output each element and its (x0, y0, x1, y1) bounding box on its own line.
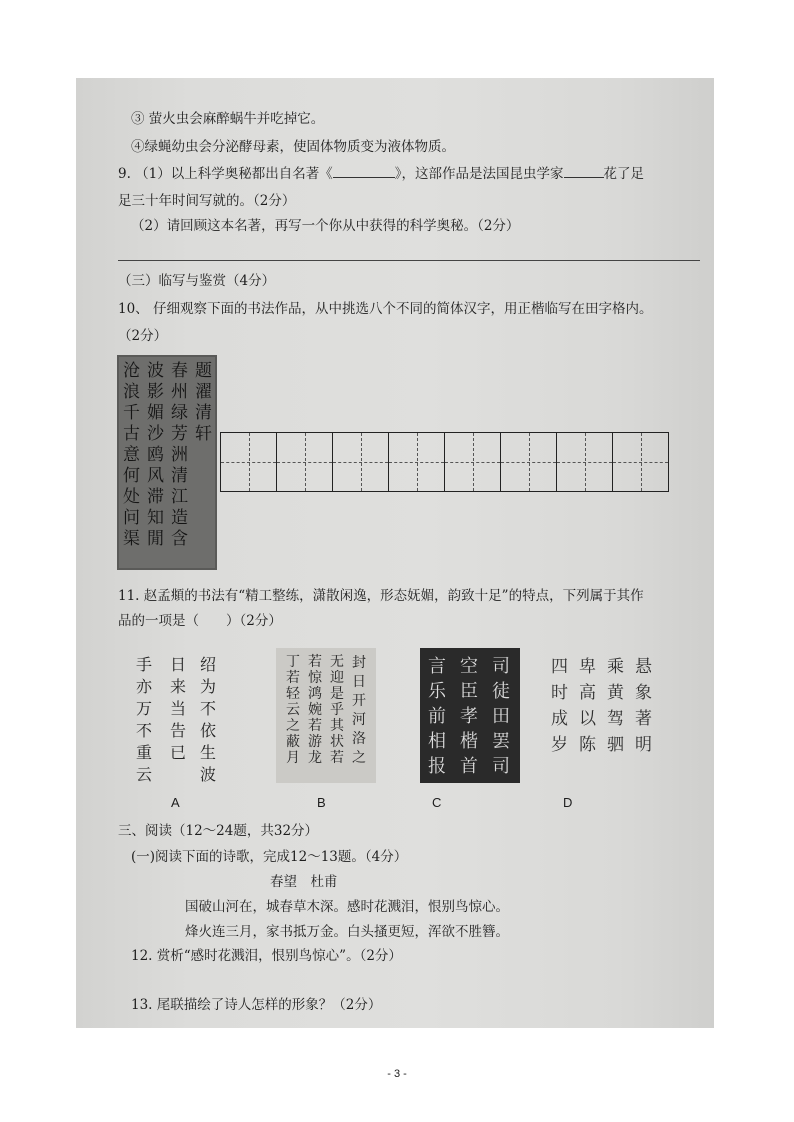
option-d-image[interactable] (545, 648, 665, 783)
q9-mid: 》，这部作品是法国昆虫学家 (394, 166, 564, 182)
option-a-image[interactable] (126, 648, 226, 783)
reading-1-instruction: (一)阅读下面的诗歌，完成12～13题。（4分） (131, 849, 408, 865)
author-blank[interactable] (564, 165, 604, 178)
option-c-col-1: 司徒田罢司 (492, 656, 510, 777)
grid-cell[interactable] (556, 432, 613, 492)
option-d-col-1: 悬象著明 (635, 657, 652, 755)
section-calligraphy-heading: （三）临写与鉴赏（4分） (118, 273, 276, 289)
calligraphy-sample-image (117, 355, 217, 570)
page-number: - 3 - (387, 1068, 407, 1080)
question-10-score: （2分） (118, 328, 168, 344)
book-title-blank[interactable] (333, 165, 395, 178)
option-b-col-2: 无迎是乎其状若 (330, 654, 344, 766)
question-9-part2: （2）请回顾这本名著，再写一个你从中获得的科学奥秘。（2分） (131, 218, 520, 234)
option-a-col-2: 日来当告已 (170, 655, 187, 762)
question-9-cont: 足三十年时间写就的。（2分） (118, 193, 296, 209)
question-11: 11. 赵孟頫的书法有“精工整练，潇散闲逸，形态妩媚，韵致十足”的特点，下列属于其作 (118, 588, 644, 604)
grid-cell[interactable] (612, 432, 669, 492)
option-d-col-3: 卑高以陈 (579, 657, 596, 755)
grid-cell[interactable] (500, 432, 557, 492)
q9-suffix: 花了足 (603, 166, 645, 182)
calligraphy-col-4: 沧浪千古意何处问渠 (123, 361, 140, 549)
option-a-col-3: 手亦万不重云 (136, 655, 153, 784)
grid-cell[interactable] (276, 432, 333, 492)
question-10: 10、 仔细观察下面的书法作品，从中挑选八个不同的简体汉字，用正楷临写在田字格内。 (118, 301, 653, 317)
option-d-label: D (563, 795, 573, 810)
poem-title: 春望 杜甫 (270, 874, 338, 890)
question-12: 12. 赏析“感时花溅泪，恨别鸟惊心”。（2分） (131, 948, 402, 964)
grid-cell[interactable] (444, 432, 501, 492)
answer-line[interactable] (118, 260, 700, 261)
grid-cell[interactable] (332, 432, 389, 492)
option-b-col-4: 丁若轻云之蔽月 (286, 654, 300, 766)
calligraphy-col-1: 题濯清轩 (195, 361, 212, 444)
option-a-col-1: 绍为不依生波 (200, 655, 217, 784)
question-11-cont: 品的一项是（ ）（2分） (118, 613, 282, 629)
option-b-col-3: 若惊鸿婉若游龙 (308, 654, 322, 766)
option-b-label: B (317, 795, 326, 810)
grid-cell[interactable] (388, 432, 445, 492)
item-4: ④绿蝇幼虫会分泌酵母素，使固体物质变为液体物质。 (131, 139, 455, 155)
poem-line-1: 国破山河在，城春草木深。感时花溅泪，恨别鸟惊心。 (185, 899, 509, 915)
calligraphy-col-3: 波影媚沙鸥风滞知閒 (147, 361, 164, 549)
option-b-image[interactable] (276, 648, 376, 783)
option-a-label: A (171, 795, 180, 810)
q9-prefix: 9. （1）以上科学奥秘都出自名著《 (118, 166, 333, 182)
option-c-image[interactable] (420, 648, 520, 783)
option-d-col-2: 乘黄驾驷 (607, 657, 624, 755)
question-13: 13. 尾联描绘了诗人怎样的形象？（2分） (131, 997, 382, 1013)
option-c-col-3: 言乐前相报 (428, 656, 446, 777)
item-3: ③ 萤火虫会麻醉蜗牛并吃掉它。 (131, 111, 325, 127)
part-3-heading: 三、阅读（12～24题，共32分） (118, 823, 319, 839)
question-9-part1 (118, 165, 644, 183)
grid-cell[interactable] (220, 432, 277, 492)
tianzige-grid (221, 432, 669, 492)
option-b-col-1: 封日开河洛之 (352, 655, 366, 766)
option-d-col-4: 四时成岁 (551, 657, 568, 755)
option-c-col-2: 空臣孝楷首 (460, 656, 478, 777)
option-c-label: C (432, 795, 442, 810)
poem-line-2: 烽火连三月，家书抵万金。白头搔更短，浑欲不胜簪。 (185, 924, 509, 940)
calligraphy-col-2: 春州绿芳洲清江造含 (171, 361, 188, 549)
